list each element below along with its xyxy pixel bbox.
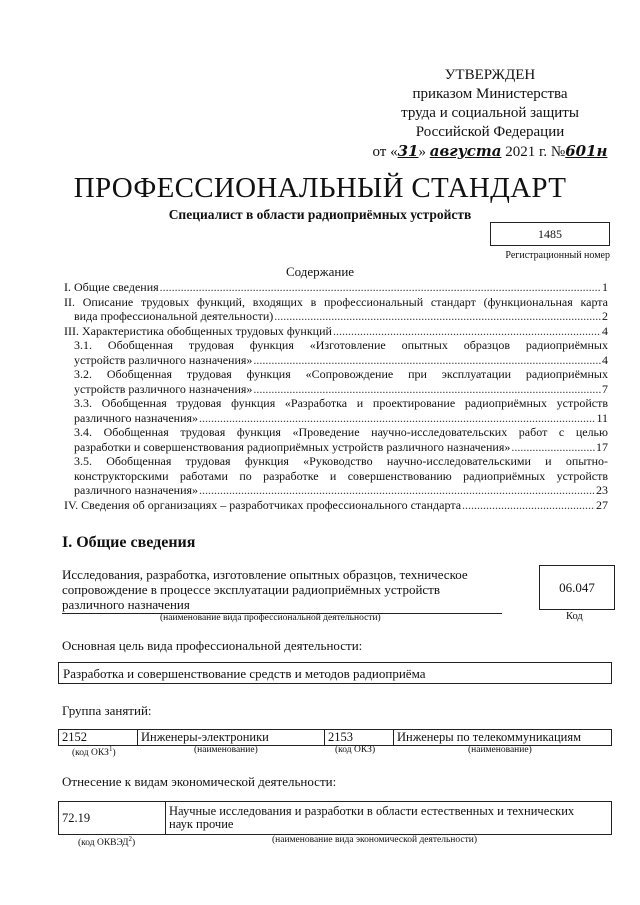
toc-item[interactable]: 3.1. Обобщенная трудовая функция «Изготовление опытных образцов радиоприёмных устройств различного назначения» ..... 4 [64, 338, 608, 367]
approval-number: 601н [565, 142, 608, 160]
contents-heading: Содержание [285, 264, 355, 279]
occ-name-2: Инженеры по телекоммуникациям [394, 730, 612, 746]
document-title: ПРОФЕССИОНАЛЬНЫЙ СТАНДАРТ [73, 172, 567, 204]
occ-caption-name2: (наименование) [468, 745, 532, 755]
registration-label: Регистрационный номер [505, 250, 610, 261]
approval-title: УТВЕРЖДЕН [444, 67, 536, 83]
activity-code-box [539, 565, 615, 610]
group-label: Группа занятий: [62, 703, 152, 718]
toc-item[interactable]: II. Описание трудовых функций, входящих в профессиональный стандарт (функциональная карта вида профессиональной деятельности) ..... 2 [64, 295, 608, 324]
approval-country: Российской Федерации [415, 124, 565, 140]
toc-item[interactable]: 3.3. Обобщенная трудовая функция «Разработка и проектирование радиоприёмных устройств различного назначения» ..... 11 [64, 396, 608, 425]
approval-day: 31 [397, 142, 419, 160]
goal-box [58, 662, 612, 684]
toc-item[interactable]: 3.5. Обобщенная трудовая функция «Руководство научно-исследовательскими и опытно- конструкторскими работами по разработке и совершенствованию радиоприёмных устройств различного назначения» ..... 23 [64, 454, 608, 498]
section-heading: I. Общие сведения [62, 534, 196, 551]
toc-item[interactable]: I. Общие сведения ..... 1 [64, 280, 608, 295]
table-of-contents [64, 280, 608, 512]
toc-item[interactable]: 3.4. Обобщенная трудовая функция «Проведение научно-исследовательских работ с целью разработки и совершенствования радиоприёмных устройств различного назначения» ..... 17 [64, 425, 608, 454]
occ-code-2: 2153 [325, 730, 394, 746]
econ-caption-code: (код ОКВЭД$^2$) [78, 835, 136, 849]
occ-caption-name1: (наименование) [194, 745, 258, 755]
toc-item[interactable]: 3.2. Обобщенная трудовая функция «Сопровождение при эксплуатации радиоприёмных устройств различного назначения» ..... 7 [64, 367, 608, 396]
document-subtitle: Специалист в области радиоприёмных устройств [168, 207, 472, 222]
activity-caption: (наименование вида профессиональной деятельности) [160, 613, 381, 623]
code-caption: Код [566, 611, 583, 622]
approval-order: приказом Министерства [412, 86, 568, 102]
toc-item[interactable]: III. Характеристика обобщенных трудовых функций ..... 4 [64, 324, 608, 339]
table-row [59, 802, 612, 835]
goal-text: Разработка и совершенствование средств и методов радиоприёма [63, 666, 426, 681]
activity-name: Исследования, разработка, изготовление опытных образцов, техническое сопровождение в процессе эксплуатации радиоприёмных устройств различного назначения [62, 567, 502, 614]
occ-caption-code2: (код ОКЗ) [335, 745, 376, 755]
activity-code: 06.047 [559, 579, 595, 595]
econ-caption-name: (наименование вида экономической деятельности) [272, 835, 477, 845]
approval-date-line: от «31» августа 2021 г. №601н [372, 142, 608, 160]
occ-code-1: 2152 [59, 730, 138, 746]
occupation-table [58, 729, 612, 746]
occ-name-1: Инженеры-электроники [138, 730, 325, 746]
econ-code: 72.19 [59, 802, 166, 835]
approval-block [360, 66, 620, 162]
registration-number: 1485 [490, 222, 610, 246]
occ-caption-code1: (код ОКЗ$^1$) [72, 745, 116, 759]
toc-item[interactable]: IV. Сведения об организациях – разработчиках профессионального стандарта ..... 27 [64, 498, 608, 513]
econ-name: Научные исследования и разработки в области естественных и технических наук прочие [166, 802, 612, 835]
econ-label: Отнесение к видам экономической деятельности: [62, 774, 337, 789]
approval-ministry: труда и социальной защиты [401, 105, 579, 121]
table-row [59, 730, 612, 746]
approval-month: августа [429, 142, 502, 160]
econ-table [58, 801, 612, 835]
goal-label: Основная цель вида профессиональной деятельности: [62, 638, 363, 653]
